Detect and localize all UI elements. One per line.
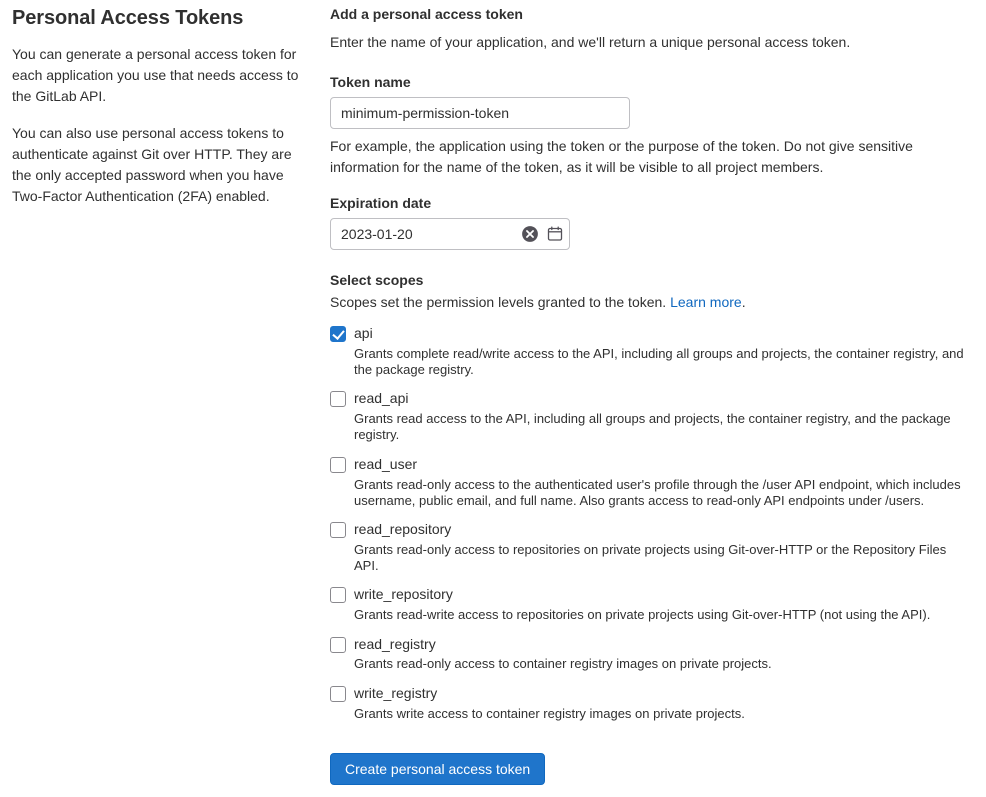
token-name-input[interactable] (330, 97, 630, 129)
expiration-date-field[interactable] (330, 218, 570, 250)
create-personal-access-token-button[interactable]: Create personal access token (330, 753, 545, 785)
clear-circle-icon[interactable] (521, 225, 539, 243)
scope-checkbox-read_repository[interactable] (330, 522, 346, 538)
form-subheading: Enter the name of your application, and we'll return a unique personal access token. (330, 34, 851, 50)
scope-header (330, 585, 970, 604)
intro-paragraph-2: You can also use personal access tokens to authenticate against Git over HTTP. They are the only accepted password when you have Two-Factor Authentication (2FA) enabled. (12, 125, 292, 204)
scope-header (330, 389, 970, 408)
scope-row (330, 585, 970, 623)
token-name-label: Token name (330, 74, 411, 91)
scope-row (330, 389, 970, 443)
scopes-description (330, 294, 970, 310)
scope-header (330, 520, 970, 539)
scopes-section (330, 272, 970, 722)
expiration-date-label: Expiration date (330, 194, 432, 211)
scope-checkbox-read_registry[interactable] (330, 637, 346, 653)
scope-label[interactable]: read_api (354, 390, 409, 407)
scope-checkbox-api[interactable] (330, 326, 346, 342)
scope-checkbox-write_repository[interactable] (330, 587, 346, 603)
scope-label[interactable]: api (354, 324, 373, 341)
scope-row (330, 684, 970, 722)
scope-row (330, 455, 970, 509)
scope-label[interactable]: write_repository (354, 586, 453, 603)
scope-row (330, 520, 970, 574)
scope-description: Grants write access to container registry images on private projects. (354, 705, 745, 721)
token-form (330, 6, 986, 785)
scope-label[interactable]: read_user (354, 455, 418, 472)
intro-panel (0, 6, 330, 785)
scopes-title: Select scopes (330, 271, 424, 288)
scopes-list (330, 324, 970, 722)
scope-checkbox-read_api[interactable] (330, 391, 346, 407)
token-name-help-text: For example, the application using the token or the purpose of the token. Do not give sensitive information for the name of the token, as it will be visible to all project members. (330, 138, 913, 175)
scope-description: Grants complete read/write access to the API, including all groups and projects, the container registry, and the package registry. (354, 345, 964, 378)
scope-checkbox-write_registry[interactable] (330, 686, 346, 702)
learn-more-link[interactable]: Learn more (670, 293, 742, 310)
scope-checkbox-read_user[interactable] (330, 457, 346, 473)
scopes-description-text: Scopes set the permission levels granted to the token. (330, 293, 667, 310)
intro-paragraph-1: You can generate a personal access token for each application you use that needs access to the GitLab API. (12, 46, 299, 104)
scope-header (330, 684, 970, 703)
scope-header (330, 455, 970, 474)
scope-row (330, 635, 970, 673)
scope-row (330, 324, 970, 378)
scope-label[interactable]: write_registry (354, 684, 438, 701)
scope-label[interactable]: read_registry (354, 635, 436, 652)
scopes-description-period: . (741, 293, 746, 310)
form-heading: Add a personal access token (330, 6, 523, 22)
scope-description: Grants read-only access to the authenticated user's profile through the /user API endpoint, which includes username, public email, and full name. Also grants access to read-only API endpoints under /users. (354, 476, 961, 508)
scope-description: Grants read-only access to repositories on private projects using Git-over-HTTP or the Repository Files API. (354, 541, 947, 574)
scope-header (330, 324, 970, 343)
scope-header (330, 635, 970, 654)
calendar-icon[interactable] (547, 225, 563, 242)
scope-description: Grants read-write access to repositories on private projects using Git-over-HTTP (not using the API). (354, 607, 931, 623)
page-title: Personal Access Tokens (12, 7, 244, 29)
expiration-date-value: 2023-01-20 (341, 225, 413, 242)
scope-description: Grants read-only access to container registry images on private projects. (354, 656, 772, 672)
scope-description: Grants read access to the API, including all groups and projects, the container registry, and the package registry. (354, 411, 951, 443)
scope-label[interactable]: read_repository (354, 521, 452, 538)
